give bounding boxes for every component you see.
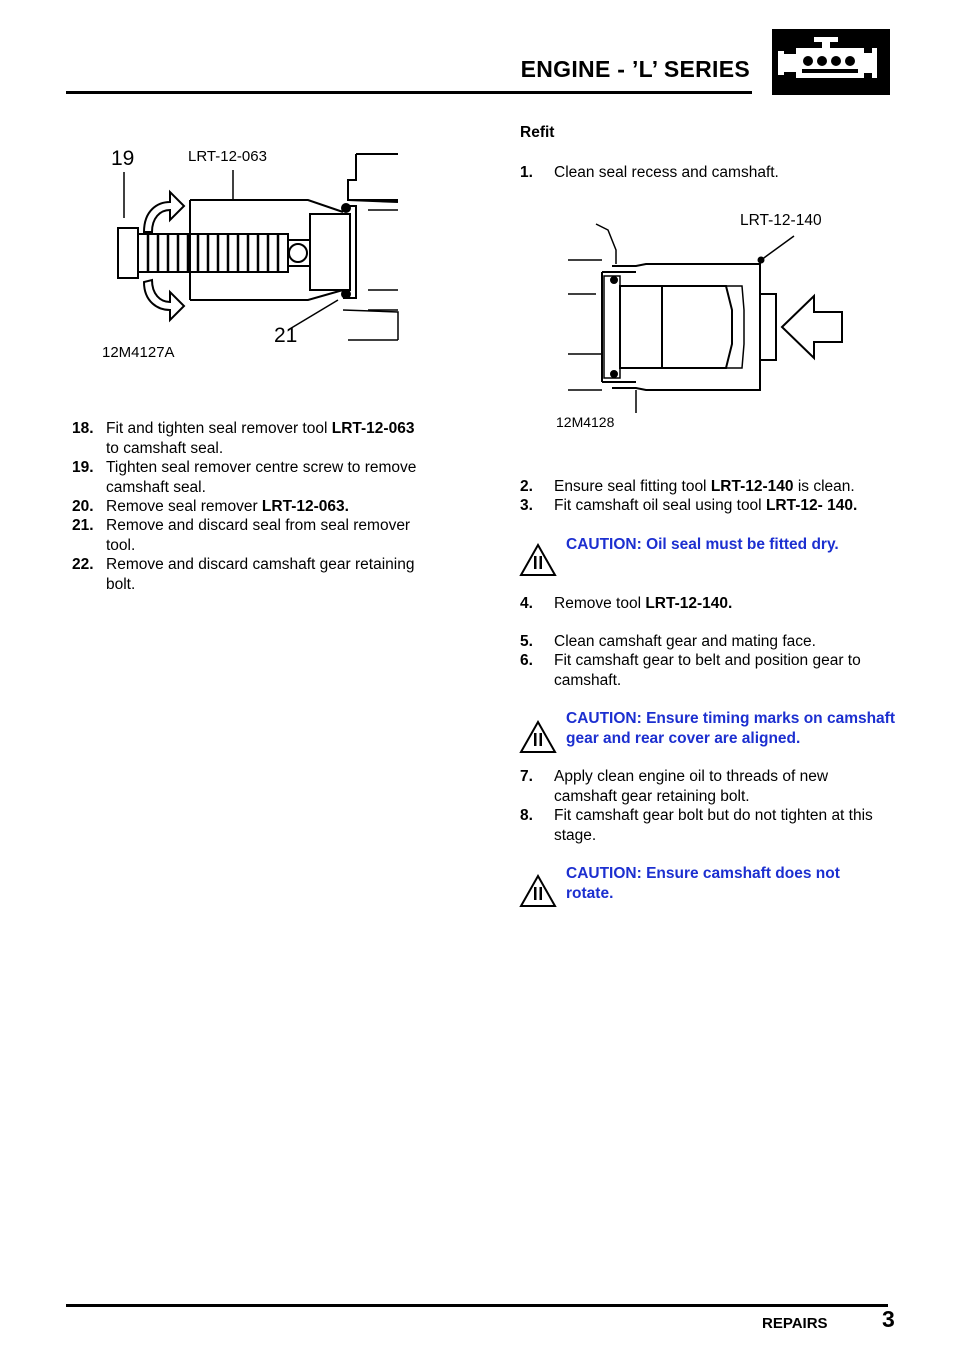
step-18: 18. Fit and tighten seal remover tool LRT-12-063 to camshaft seal. <box>72 420 415 457</box>
tool-label: LRT-12-063 <box>188 148 267 165</box>
step-5: 5. Clean camshaft gear and mating face. <box>520 633 816 650</box>
step-3: 3. Fit camshaft oil seal using tool LRT-12- 140. <box>520 497 858 514</box>
figure-seal-remover <box>98 140 410 370</box>
tool-label: LRT-12-140 <box>740 212 822 229</box>
warning-icon <box>519 874 557 908</box>
warning-icon <box>519 720 557 754</box>
step-19: 19. Tighten seal remover centre screw to remove camshaft seal. <box>72 459 417 496</box>
step-22: 22. Remove and discard camshaft gear retaining bolt. <box>72 556 415 593</box>
footer-section: REPAIRS <box>762 1315 828 1332</box>
section-heading-refit: Refit <box>520 124 555 141</box>
step-20: 20. Remove seal remover LRT-12-063. <box>72 498 349 515</box>
step-7: 7. Apply clean engine oil to threads of new camshaft gear retaining bolt. <box>520 768 829 805</box>
figure-seal-fitter <box>546 200 856 435</box>
step-2: 2. Ensure seal fitting tool LRT-12-140 is clean. <box>520 478 855 495</box>
figure-id: 12M4128 <box>556 414 615 430</box>
step-8: 8. Fit camshaft gear bolt but do not tighten at this stage. <box>520 807 873 844</box>
step-21: 21. Remove and discard seal from seal remover tool. <box>72 517 411 554</box>
caution-text: CAUTION: Ensure timing marks on camshaft gear and rear cover are aligned. <box>566 710 896 747</box>
step-1: 1. Clean seal recess and camshaft. <box>520 164 779 181</box>
engine-icon <box>772 29 890 95</box>
caution-text: CAUTION: Oil seal must be fitted dry. <box>566 536 839 553</box>
step-6: 6. Fit camshaft gear to belt and position gear to camshaft. <box>520 652 861 689</box>
step-4: 4. Remove tool LRT-12-140. <box>520 595 733 612</box>
caution-text: CAUTION: Ensure camshaft does not rotate. <box>566 865 840 902</box>
warning-icon <box>519 543 557 577</box>
callout-21: 21 <box>274 324 298 347</box>
callout-19: 19 <box>111 147 135 170</box>
page-title: ENGINE - ’L’ SERIES <box>520 56 750 82</box>
footer-rule <box>66 1304 888 1307</box>
header-rule <box>66 91 752 94</box>
page-number: 3 <box>882 1306 895 1332</box>
figure-id: 12M4127A <box>102 344 175 361</box>
